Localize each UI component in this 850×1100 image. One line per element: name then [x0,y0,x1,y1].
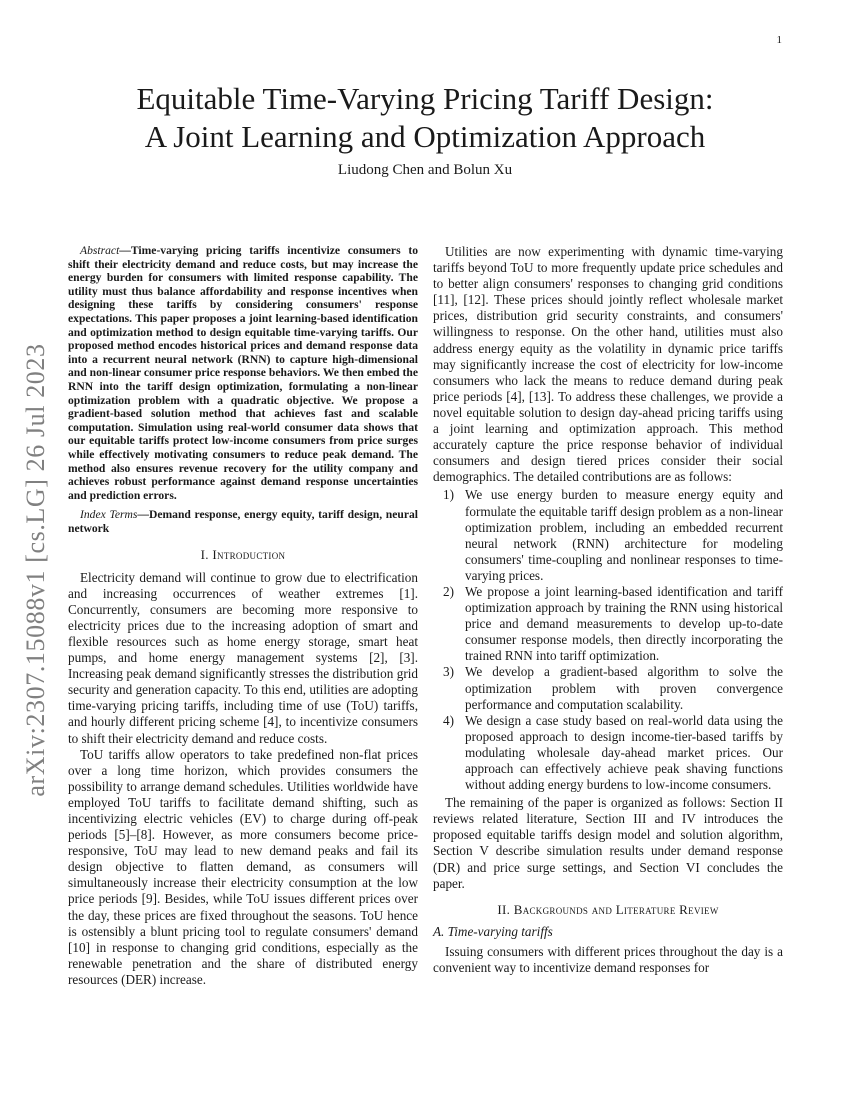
background-paragraph: Issuing consumers with different prices throughout the day is a convenient way to incentivize demand responses for [433,943,783,976]
intro-closing-paragraph: The remaining of the paper is organized as follows: Section II reviews related literature, Section III and IV introduces the proposed equitable tariffs design model and solution algorithm, Section V describe simulation results under demand response (DR) and price surge settings, and Section VI concludes the paper. [433,795,783,891]
intro-paragraph-3: Utilities are now experimenting with dynamic time-varying tariffs beyond ToU to more frequently update price schedules and to better align consumers' responses to changing grid conditions [11], [12]. These prices should jointly reflect wholesale market prices, distribution grid security constraints, and consumers' willingness to response. On the other hand, utilities must also address energy equity as the volatility in dynamic price tariffs may significantly increase the cost of electricity for low-income consumers who lack the means to reduce demand during peak price periods [4], [13]. To address these challenges, we provide a novel equitable solution to design day-ahead pricing tariffs using a joint learning and optimization approach. This method accurately capture the price response behavior of individual consumers and design tiered prices consider their social demographics. The detailed contributions are as follows: [433,244,783,485]
contribution-item [433,584,783,664]
title-line-1: Equitable Time-Varying Pricing Tariff Design: [136,81,714,116]
contribution-number: 3) [443,664,454,680]
index-terms-label: Index Terms [80,508,138,522]
contribution-text: We design a case study based on real-world data using the proposed approach to design income-tier-based tariffs by modulating wholesale day-ahead market prices. Our approach can effectively achieve peak shaving functions without adding energy burdens to low-income consumers. [465,712,783,793]
paper-title [0,80,850,156]
contribution-item [433,664,783,712]
abstract-label: Abstract [80,244,120,257]
index-terms [68,508,418,535]
abstract [68,244,418,502]
authors: Liudong Chen and Bolun Xu [337,162,513,178]
arxiv-identifier-text: arXiv:2307.15088v1 [cs.LG] 26 Jul 2023 [21,343,50,797]
title-line-2: A Joint Learning and Optimization Approach [144,119,706,154]
section-heading-introduction: I. Introduction [200,547,286,563]
contribution-text: We use energy burden to measure energy equity and formulate the equitable tariff design problem as a non-linear optimization problem, including an embedded recurrent neural network (RNN) architecture for modeling consumers' time-coupling and nonlinear responses to time-varying prices. [465,487,783,583]
page-number: 1 [776,34,782,46]
contributions-list [433,487,783,793]
arxiv-identifier-stamp [6,300,66,840]
subsection-heading-time-varying-tariffs: A. Time-varying tariffs [433,923,553,939]
contribution-item [433,487,783,584]
section-heading-backgrounds: II. Backgrounds and Literature Review [497,901,719,917]
right-column [433,244,783,976]
contribution-number: 4) [443,712,454,728]
contribution-item [433,713,783,793]
intro-paragraph-1: Electricity demand will continue to grow due to electrification and increasing occurrences of weather extremes [1]. Concurrently, consumers are becoming more responsive to electricity prices due to the increasing adoption of smart and flexible resources such as home energy storage, smart heat pumps, and home energy management systems [2], [3]. Increasing peak demand significantly stresses the distribution grid security and generation capacity. To this end, utilities are adopting time-varying pricing tariffs, including time of use (ToU) tariffs, and hourly different pricing scheme [4], to incentivize consumers to shift their electricity demand and reduce costs. [68,569,418,746]
contribution-text: We develop a gradient-based algorithm to solve the optimization problem with proven convergence performance and computation scalability. [465,664,783,712]
contribution-number: 2) [443,583,454,599]
abstract-text: —Time-varying pricing tariffs incentivize consumers to shift their electricity demand and reduce costs, but may increase the energy burden for consumers with limited response capability. The utility must thus balance affordability and response incentives when designing these tariffs by considering consumers' response expectations. This paper proposes a joint learning-based identification and optimization method to design equitable time-varying tariffs. Our proposed method encodes historical prices and demand response data into a recurrent neural network (RNN) to capture high-dimensional and non-linear consumer price response behaviors. We then embed the RNN into the tariff design optimization, formulating a non-linear optimization problem with a quadratic objective. We propose a gradient-based solution method that achieves fast and scalable computation. Simulation using real-world consumer data shows that our equitable tariffs protect low-income consumers from price surges while effectively motivating consumers to reduce peak demand. The method also ensures revenue recovery for the utility company and achieves robust performance against demand response uncertainties and prediction errors. [68,244,418,502]
left-column [68,244,418,988]
intro-paragraph-2: ToU tariffs allow operators to take predefined non-flat prices over a long time horizon, which provides consumers the possibility to arrange demand schedules. Utilities worldwide have employed ToU tariffs to facilitate demand shifting, such as incentivizing electric vehicles (EV) to charge during off-peak periods [5]–[8]. However, as more consumers become price-responsive, ToU may lead to new demand peaks and fail its design objective to flatten demand, as consumers will simultaneously increase their electricity consumption at the low price periods [9]. Besides, while ToU issues different prices over the day, these prices are fixed throughout the seasons. ToU hence is ostensibly a blunt pricing tool to regulate consumers' demand [10] in response to changing grid conditions, especially as the renewable penetration and the share of distributed energy resources (DER) increase. [68,746,418,987]
contribution-text: We propose a joint learning-based identification and tariff optimization approach by training the RNN using historical price and demand measurements to develop up-to-date consumer response models, then directly incorporating the trained RNN into tariff optimization. [465,583,783,664]
index-terms-text: —Demand response, energy equity, tariff design, neural network [68,508,419,535]
contribution-number: 1) [443,487,454,503]
